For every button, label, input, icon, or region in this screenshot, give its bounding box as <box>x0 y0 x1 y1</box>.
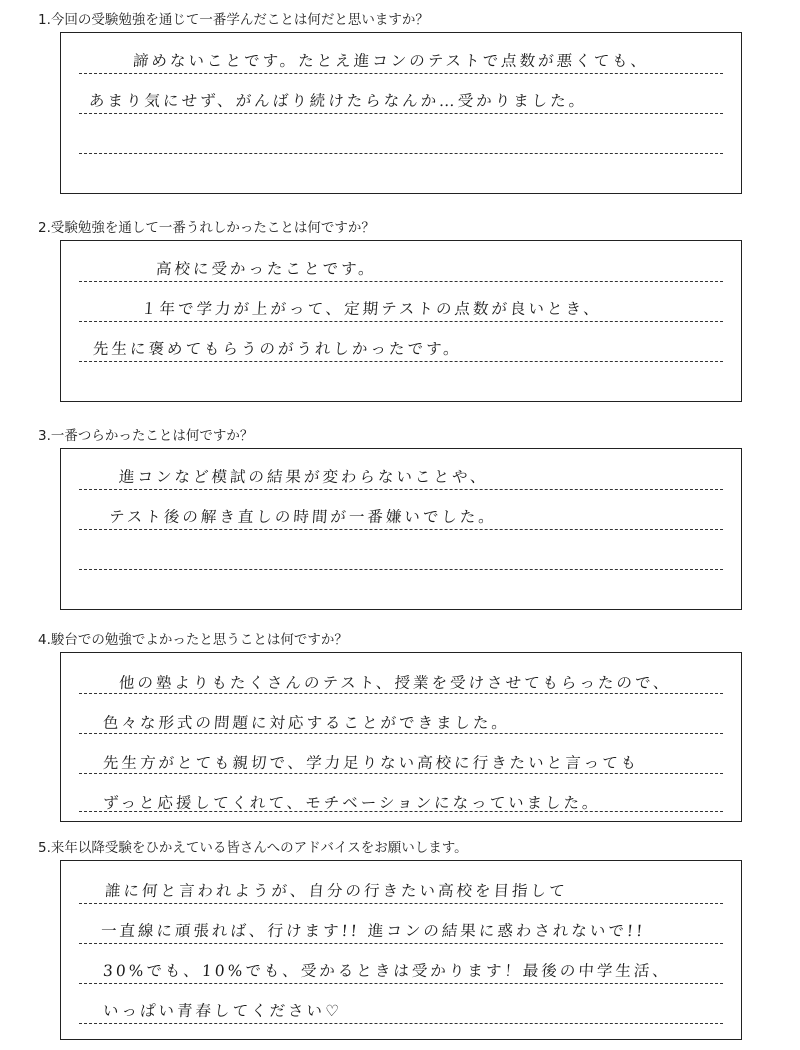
answer-line <box>79 733 723 734</box>
handwritten-answer-line: 先生に褒めてもらうのがうれしかったです。 <box>92 340 463 358</box>
question-4: 4.駿台での勉強でよかったと思うことは何ですか？ <box>38 632 348 648</box>
answer-box-1 <box>60 32 742 194</box>
answer-line <box>79 361 723 362</box>
handwritten-answer-line <box>102 999 339 1021</box>
answer-line <box>79 693 723 694</box>
answer-line <box>79 73 723 74</box>
handwritten-answer-line: 諦めないことです。たとえ進コンのテストで点数が悪くても、 <box>132 52 650 70</box>
handwritten-answer-line: 高校に受かったことです。 <box>155 260 378 278</box>
question-5: 5.来年以降受験をひかえている皆さんへのアドバイスをお願いします。 <box>38 840 468 856</box>
question-2: 2.受験勉強を通して一番うれしかったことは何ですか？ <box>38 220 375 236</box>
handwritten-answer-line: テスト後の解き直しの時間が一番嫌いでした。 <box>108 508 498 526</box>
answer-line <box>79 569 723 570</box>
handwritten-answer-text: いっぱい青春してください <box>102 1002 326 1020</box>
answer-line <box>79 529 723 530</box>
handwritten-answer-line: 先生方がとても親切で、学力足りない高校に行きたいと言っても <box>102 754 640 772</box>
answer-box-3 <box>60 448 742 610</box>
question-3: 3.一番つらかったことは何ですか？ <box>38 428 254 444</box>
handwritten-answer-line: 誰に何と言われようが、自分の行きたい高校を目指して <box>104 882 569 900</box>
heart-icon: ♡ <box>324 1002 340 1020</box>
answer-box-4 <box>60 652 742 822</box>
answer-box-5 <box>60 860 742 1040</box>
handwritten-answer-line: 一直線に頑張れば、行けます!! 進コンの結果に惑わされないで!! <box>100 922 646 940</box>
answer-line <box>79 113 723 114</box>
handwritten-answer-line: 30%でも、10%でも、受かるときは受かります！最後の中学生活、 <box>102 962 672 980</box>
handwritten-answer-line: 進コンなど模試の結果が変わらないことや、 <box>118 468 490 486</box>
handwritten-answer-line: １年で学力が上がって、定期テストの点数が良いとき、 <box>140 300 603 318</box>
answer-line <box>79 321 723 322</box>
answer-line <box>79 773 723 774</box>
question-1: 1.今回の受験勉強を通じて一番学んだことは何だと思いますか？ <box>38 12 429 28</box>
answer-line <box>79 903 723 904</box>
handwritten-answer-line: ずっと応援してくれて、モチベーションになっていました。 <box>102 794 602 812</box>
handwritten-answer-line: 色々な形式の問題に対応することができました。 <box>102 714 511 732</box>
answer-line <box>79 1023 723 1024</box>
handwritten-answer-line: あまり気にせず、がんばり続けたらなんか…受かりました。 <box>88 92 588 110</box>
answer-line <box>79 281 723 282</box>
answer-line <box>79 983 723 984</box>
handwritten-answer-line: 他の塾よりもたくさんのテスト、授業を受けさせてもらったので、 <box>118 674 673 692</box>
answer-line <box>79 943 723 944</box>
answer-line <box>79 489 723 490</box>
answer-box-2 <box>60 240 742 402</box>
answer-line <box>79 153 723 154</box>
